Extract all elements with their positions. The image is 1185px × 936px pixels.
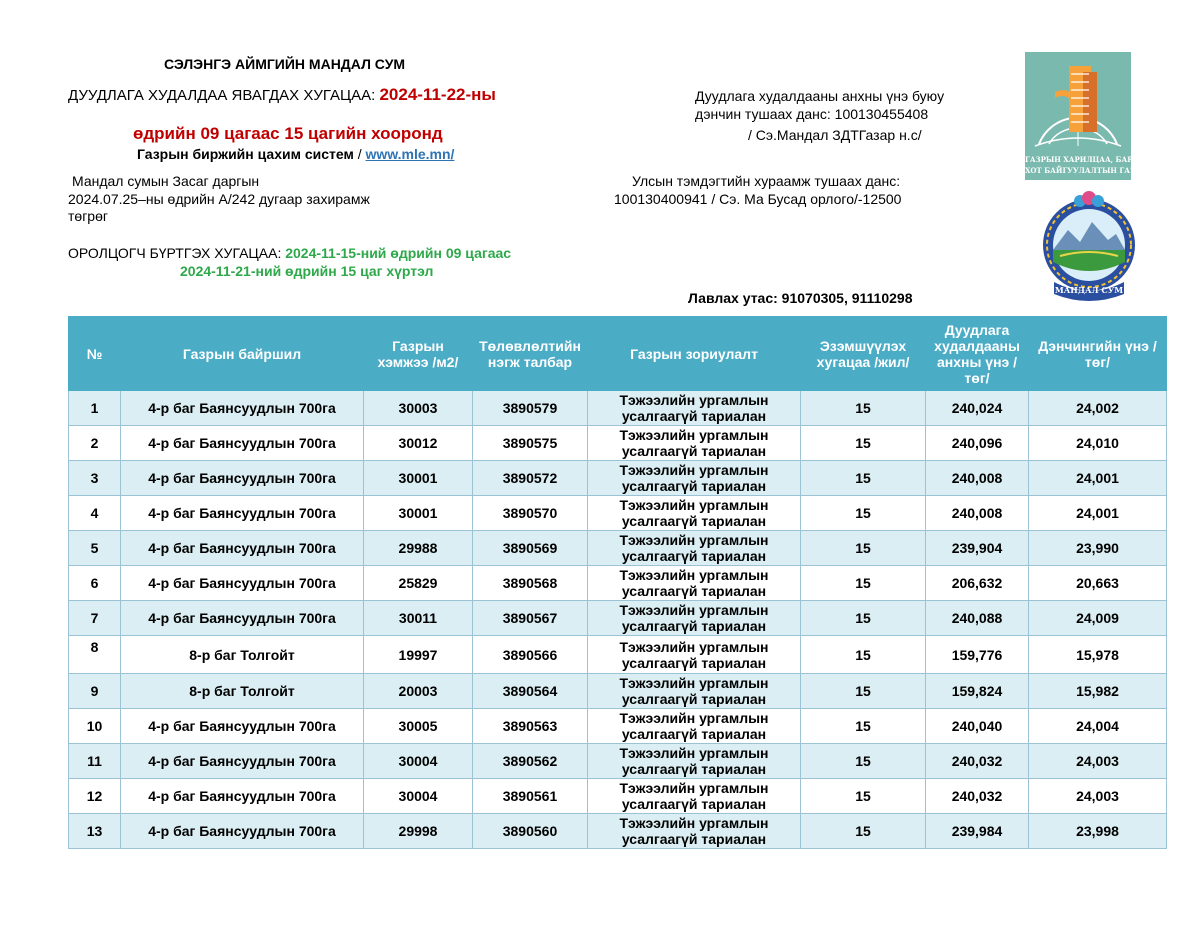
row-location: 4-р баг Баянсуудлын 700га (121, 601, 364, 636)
agency-caption-1: ГАЗРЫН ХАРИЛЦАА, БАРИЛГА (1025, 155, 1156, 164)
row-starting-price: 240,024 (926, 391, 1029, 426)
table-row (69, 709, 1167, 744)
table-row (69, 601, 1167, 636)
exchange-line (137, 146, 454, 162)
col-header-location: Газрын байршил (121, 317, 364, 391)
row-location: 4-р баг Баянсуудлын 700га (121, 779, 364, 814)
row-number: 10 (69, 709, 121, 744)
row-deposit: 24,003 (1029, 744, 1167, 779)
row-starting-price: 240,032 (926, 779, 1029, 814)
order-line-2: 2024.07.25–ны өдрийн А/242 дугаар захирамж (68, 191, 370, 207)
row-purpose: Тэжээлийн ургамлын усалгаагүй тариалан (588, 391, 801, 426)
row-parcel: 3890570 (473, 496, 588, 531)
row-deposit: 24,004 (1029, 709, 1167, 744)
row-purpose: Тэжээлийн ургамлын усалгаагүй тариалан (588, 461, 801, 496)
row-area: 30003 (364, 391, 473, 426)
row-area: 25829 (364, 566, 473, 601)
row-purpose: Тэжээлийн ургамлын усалгаагүй тариалан (588, 779, 801, 814)
table-row (69, 566, 1167, 601)
row-number: 12 (69, 779, 121, 814)
row-number: 3 (69, 461, 121, 496)
deposit-line-2: дэнчин тушаах данс: 100130455408 (695, 106, 929, 122)
registration-period (68, 245, 511, 261)
table-header-row (69, 317, 1167, 391)
row-area: 29988 (364, 531, 473, 566)
col-header-no: № (69, 317, 121, 391)
row-deposit: 24,002 (1029, 391, 1167, 426)
table-row (69, 426, 1167, 461)
row-parcel: 3890560 (473, 814, 588, 849)
col-header-term: Эзэмшүүлэх хугацаа /жил/ (801, 317, 926, 391)
row-area: 30001 (364, 461, 473, 496)
deposit-line-3: / Сэ.Мандал ЗДТГазар н.с/ (748, 127, 922, 143)
row-parcel: 3890561 (473, 779, 588, 814)
land-auction-table (68, 316, 1167, 849)
registration-to: 2024-11-21-ний өдрийн 15 цаг хүртэл (180, 263, 434, 279)
row-term: 15 (801, 601, 926, 636)
reference-phone: Лавлах утас: 91070305, 91110298 (688, 290, 913, 306)
stamp-fee-line-2: 100130400941 / Сэ. Ма Бусад орлого/-12500 (614, 191, 902, 207)
row-location: 4-р баг Баянсуудлын 700га (121, 531, 364, 566)
table-row (69, 461, 1167, 496)
row-number: 13 (69, 814, 121, 849)
row-parcel: 3890569 (473, 531, 588, 566)
col-header-deposit: Дэнчингийн үнэ /төг/ (1029, 317, 1167, 391)
row-number: 4 (69, 496, 121, 531)
row-parcel: 3890575 (473, 426, 588, 461)
agency-caption-2: ХОТ БАЙГУУЛАЛТЫН ГАЗАР (1025, 166, 1146, 175)
row-term: 15 (801, 531, 926, 566)
registration-label: ОРОЛЦОГЧ БҮРТГЭХ ХУГАЦАА: (68, 245, 286, 261)
soum-emblem (1040, 190, 1138, 305)
row-term: 15 (801, 496, 926, 531)
auction-date-value: 2024-11-22-ны (379, 85, 496, 104)
soum-caption: МАНДАЛ СУМ (1054, 285, 1124, 295)
row-purpose: Тэжээлийн ургамлын усалгаагүй тариалан (588, 496, 801, 531)
table-row (69, 496, 1167, 531)
row-area: 30005 (364, 709, 473, 744)
row-purpose: Тэжээлийн ургамлын усалгаагүй тариалан (588, 566, 801, 601)
row-term: 15 (801, 636, 926, 674)
row-deposit: 20,663 (1029, 566, 1167, 601)
row-area: 20003 (364, 674, 473, 709)
row-term: 15 (801, 814, 926, 849)
row-deposit: 24,001 (1029, 496, 1167, 531)
row-parcel: 3890567 (473, 601, 588, 636)
row-location: 8-р баг Толгойт (121, 636, 364, 674)
row-deposit: 23,998 (1029, 814, 1167, 849)
registration-from: 2024-11-15-ний өдрийн 09 цагаас (285, 245, 512, 261)
row-area: 30001 (364, 496, 473, 531)
col-header-purpose: Газрын зориулалт (588, 317, 801, 391)
order-line-1: Мандал сумын Засаг даргын (72, 173, 260, 189)
agency-logo (1025, 52, 1156, 180)
row-location: 4-р баг Баянсуудлын 700га (121, 496, 364, 531)
col-header-area: Газрын хэмжээ /м2/ (364, 317, 473, 391)
row-location: 4-р баг Баянсуудлын 700га (121, 391, 364, 426)
auction-time: өдрийн 09 цагаас 15 цагийн хооронд (133, 124, 443, 143)
table-row (69, 814, 1167, 849)
row-term: 15 (801, 426, 926, 461)
col-header-parcel: Төлөвлөлтийн нэгж талбар (473, 317, 588, 391)
auction-date-label: ДУУДЛАГА ХУДАЛДАА ЯВАГДАХ ХУГАЦАА: (68, 87, 380, 104)
exchange-link[interactable]: www.mle.mn/ (365, 146, 455, 162)
exchange-label: Газрын биржийн цахим систем (137, 146, 354, 162)
row-starting-price: 240,032 (926, 744, 1029, 779)
row-location: 4-р баг Баянсуудлын 700га (121, 566, 364, 601)
row-area: 30004 (364, 744, 473, 779)
row-number: 1 (69, 391, 121, 426)
row-parcel: 3890579 (473, 391, 588, 426)
row-purpose: Тэжээлийн ургамлын усалгаагүй тариалан (588, 709, 801, 744)
row-parcel: 3890564 (473, 674, 588, 709)
row-term: 15 (801, 461, 926, 496)
org-title: СЭЛЭНГЭ АЙМГИЙН МАНДАЛ СУМ (164, 56, 406, 72)
row-purpose: Тэжээлийн ургамлын усалгаагүй тариалан (588, 814, 801, 849)
auction-date (68, 85, 496, 105)
row-deposit: 24,001 (1029, 461, 1167, 496)
row-term: 15 (801, 744, 926, 779)
row-starting-price: 240,088 (926, 601, 1029, 636)
row-deposit: 24,009 (1029, 601, 1167, 636)
row-location: 4-р баг Баянсуудлын 700га (121, 744, 364, 779)
row-purpose: Тэжээлийн ургамлын усалгаагүй тариалан (588, 636, 801, 674)
row-number: 11 (69, 744, 121, 779)
row-starting-price: 239,984 (926, 814, 1029, 849)
row-parcel: 3890572 (473, 461, 588, 496)
row-term: 15 (801, 779, 926, 814)
row-number: 7 (69, 601, 121, 636)
row-starting-price: 159,776 (926, 636, 1029, 674)
row-area: 30011 (364, 601, 473, 636)
row-purpose: Тэжээлийн ургамлын усалгаагүй тариалан (588, 601, 801, 636)
row-area: 19997 (364, 636, 473, 674)
row-purpose: Тэжээлийн ургамлын усалгаагүй тариалан (588, 426, 801, 461)
row-term: 15 (801, 709, 926, 744)
order-line-3: төгрөг (68, 208, 108, 224)
row-number: 9 (69, 674, 121, 709)
row-term: 15 (801, 566, 926, 601)
stamp-fee-line-1: Улсын тэмдэгтийн хураамж тушаах данс: (632, 173, 901, 189)
row-area: 30012 (364, 426, 473, 461)
table-row (69, 531, 1167, 566)
row-purpose: Тэжээлийн ургамлын усалгаагүй тариалан (588, 531, 801, 566)
table-row (69, 674, 1167, 709)
row-starting-price: 239,904 (926, 531, 1029, 566)
row-term: 15 (801, 391, 926, 426)
row-starting-price: 240,040 (926, 709, 1029, 744)
row-deposit: 15,978 (1029, 636, 1167, 674)
table-row (69, 391, 1167, 426)
table-row (69, 744, 1167, 779)
row-deposit: 23,990 (1029, 531, 1167, 566)
table-row (69, 636, 1167, 674)
row-starting-price: 240,008 (926, 496, 1029, 531)
row-parcel: 3890562 (473, 744, 588, 779)
row-location: 4-р баг Баянсуудлын 700га (121, 461, 364, 496)
row-location: 4-р баг Баянсуудлын 700га (121, 709, 364, 744)
row-parcel: 3890563 (473, 709, 588, 744)
row-area: 30004 (364, 779, 473, 814)
row-number: 8 (69, 636, 121, 674)
row-starting-price: 240,096 (926, 426, 1029, 461)
row-deposit: 15,982 (1029, 674, 1167, 709)
row-number: 2 (69, 426, 121, 461)
row-number: 5 (69, 531, 121, 566)
row-deposit: 24,003 (1029, 779, 1167, 814)
row-location: 8-р баг Толгойт (121, 674, 364, 709)
row-deposit: 24,010 (1029, 426, 1167, 461)
row-starting-price: 240,008 (926, 461, 1029, 496)
table-row (69, 779, 1167, 814)
row-area: 29998 (364, 814, 473, 849)
row-starting-price: 159,824 (926, 674, 1029, 709)
row-parcel: 3890566 (473, 636, 588, 674)
row-purpose: Тэжээлийн ургамлын усалгаагүй тариалан (588, 744, 801, 779)
row-location: 4-р баг Баянсуудлын 700га (121, 426, 364, 461)
row-number: 6 (69, 566, 121, 601)
row-parcel: 3890568 (473, 566, 588, 601)
exchange-separator: / (353, 146, 366, 162)
row-starting-price: 206,632 (926, 566, 1029, 601)
row-location: 4-р баг Баянсуудлын 700га (121, 814, 364, 849)
deposit-line-1: Дуудлага худалдааны анхны үнэ буюу (695, 88, 945, 104)
row-purpose: Тэжээлийн ургамлын усалгаагүй тариалан (588, 674, 801, 709)
row-term: 15 (801, 674, 926, 709)
col-header-starting-price: Дуудлага худалдааны анхны үнэ /төг/ (926, 317, 1029, 391)
